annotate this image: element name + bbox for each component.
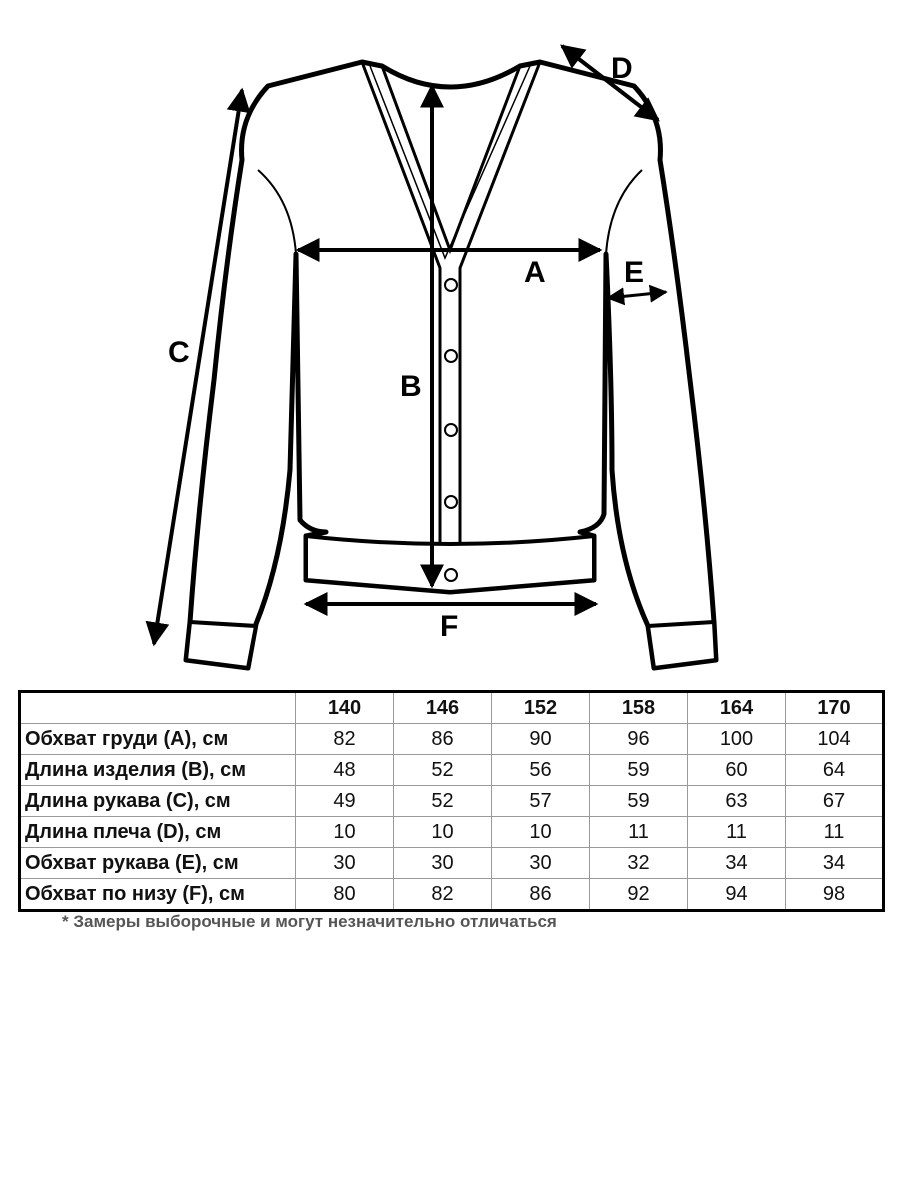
table-cell: 104	[786, 724, 884, 755]
table-cell: 30	[296, 848, 394, 879]
table-cell: 49	[296, 786, 394, 817]
table-cell: 11	[590, 817, 688, 848]
table-cell: 80	[296, 879, 394, 911]
button	[445, 569, 457, 581]
row-label: Обхват рукава (E), см	[20, 848, 296, 879]
table-cell: 86	[394, 724, 492, 755]
table-cell: 10	[296, 817, 394, 848]
table-cell: 60	[688, 755, 786, 786]
table-row	[20, 755, 884, 786]
table-cell: 67	[786, 786, 884, 817]
table-cell: 56	[492, 755, 590, 786]
button	[445, 496, 457, 508]
table-cell: 48	[296, 755, 394, 786]
button	[445, 350, 457, 362]
label-a: A	[524, 256, 546, 289]
label-d: D	[611, 52, 633, 85]
table-cell: 11	[688, 817, 786, 848]
table-cell: 92	[590, 879, 688, 911]
table-cell: 96	[590, 724, 688, 755]
table-cell: 100	[688, 724, 786, 755]
table-row	[20, 879, 884, 911]
label-b: B	[400, 370, 422, 403]
table-cell: 82	[296, 724, 394, 755]
table-cell: 52	[394, 786, 492, 817]
table-cell: 11	[786, 817, 884, 848]
row-label: Обхват груди (A), см	[20, 724, 296, 755]
header-cell: 152	[492, 692, 590, 724]
row-label: Длина изделия (B), см	[20, 755, 296, 786]
table-row	[20, 848, 884, 879]
table-cell: 59	[590, 786, 688, 817]
table-cell: 86	[492, 879, 590, 911]
table-cell: 30	[492, 848, 590, 879]
label-f: F	[440, 610, 459, 643]
footnote: * Замеры выборочные и могут незначительно отличаться	[62, 912, 557, 931]
row-label: Длина рукава (C), см	[20, 786, 296, 817]
table-cell: 10	[492, 817, 590, 848]
table-cell: 52	[394, 755, 492, 786]
table-cell: 32	[590, 848, 688, 879]
table-row	[20, 817, 884, 848]
table-cell: 63	[688, 786, 786, 817]
hem-rib	[306, 536, 594, 592]
size-table	[18, 690, 885, 912]
left-cuff	[186, 622, 256, 668]
table-cell: 98	[786, 879, 884, 911]
row-label: Обхват по низу (F), см	[20, 879, 296, 911]
table-cell: 94	[688, 879, 786, 911]
table-cell: 34	[688, 848, 786, 879]
label-e: E	[624, 256, 645, 289]
table-cell: 57	[492, 786, 590, 817]
table-cell: 82	[394, 879, 492, 911]
table-cell: 10	[394, 817, 492, 848]
header-cell	[20, 692, 296, 724]
header-cell: 158	[590, 692, 688, 724]
row-label: Длина плеча (D), см	[20, 817, 296, 848]
header-cell: 170	[786, 692, 884, 724]
right-cuff	[648, 622, 716, 668]
table-cell: 90	[492, 724, 590, 755]
table-cell: 59	[590, 755, 688, 786]
button	[445, 424, 457, 436]
table-cell: 64	[786, 755, 884, 786]
table-row	[20, 786, 884, 817]
table-row	[20, 724, 884, 755]
header-row	[20, 692, 884, 724]
button	[445, 279, 457, 291]
table-cell: 34	[786, 848, 884, 879]
header-cell: 164	[688, 692, 786, 724]
header-cell: 140	[296, 692, 394, 724]
table-cell: 30	[394, 848, 492, 879]
label-c: C	[168, 336, 190, 369]
header-cell: 146	[394, 692, 492, 724]
size-table-container	[18, 690, 882, 912]
